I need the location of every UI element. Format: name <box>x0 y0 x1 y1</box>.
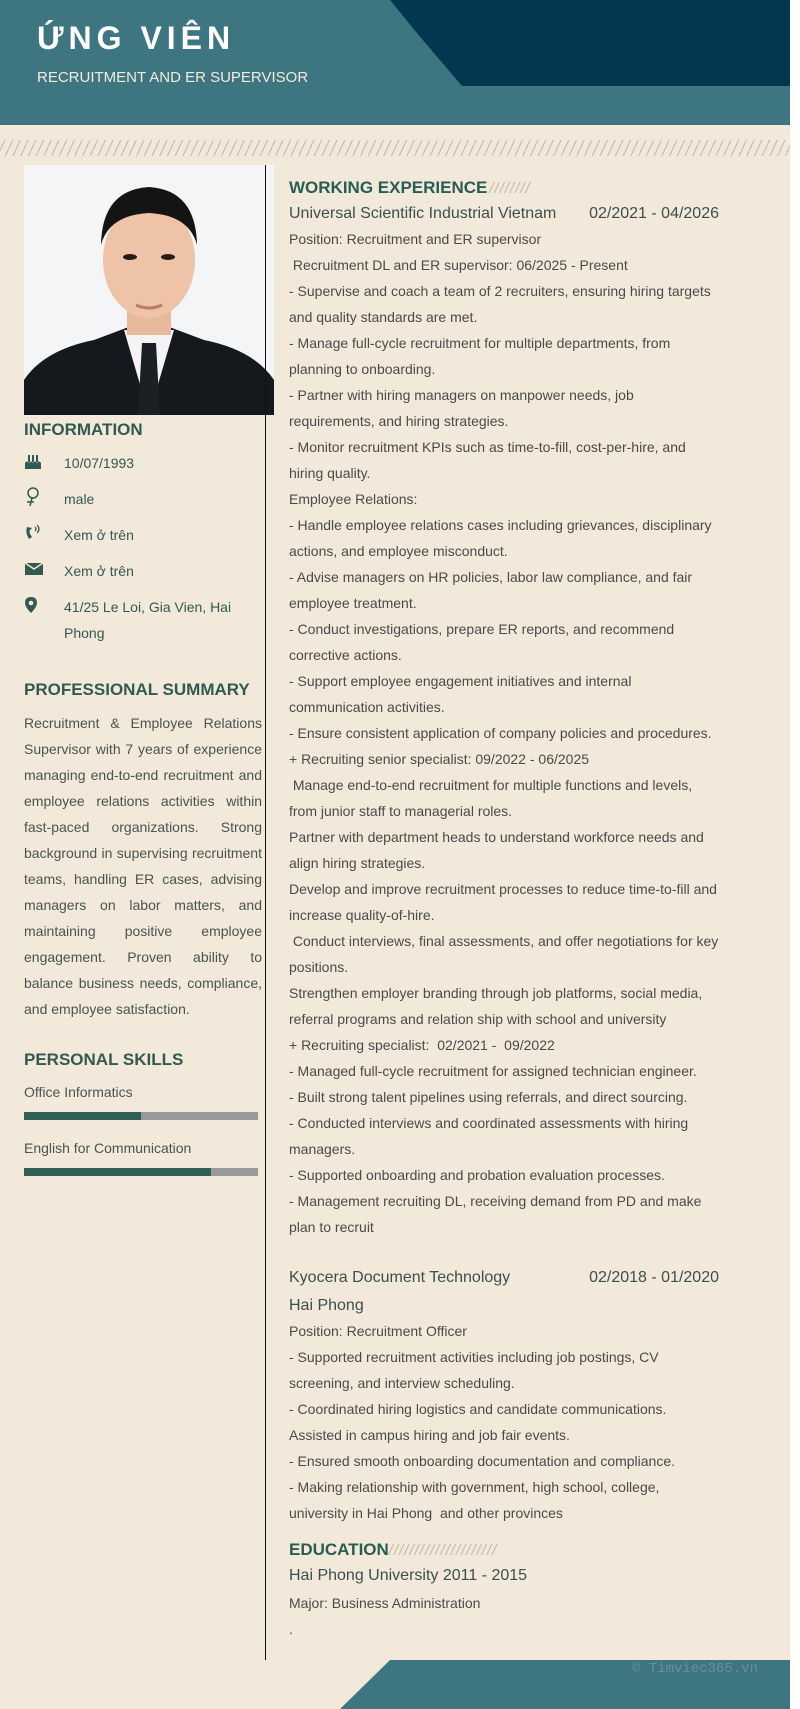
education-school <box>289 1564 719 1588</box>
job-line: - Supervise and coach a team of 2 recruiters, ensuring hiring targets and quality standards are met. <box>289 283 715 325</box>
job-header <box>289 202 719 226</box>
job-line: Recruitment DL and ER supervisor: 06/2025 - Present <box>289 257 628 273</box>
address-value: 41/25 Le Loi, Gia Vien, Hai Phong <box>64 599 232 641</box>
info-gender <box>24 486 262 512</box>
job-location-text: Hai Phong <box>289 1297 364 1314</box>
birthday-value: 10/07/1993 <box>64 455 135 471</box>
experience-heading <box>289 178 719 198</box>
job-line: - Conduct investigations, prepare ER reports, and recommend corrective actions. <box>289 621 679 663</box>
column-divider <box>265 165 266 1660</box>
job-location <box>289 1294 719 1318</box>
birthday-cake-icon <box>24 450 64 472</box>
job-line: - Management recruiting DL, receiving demand from PD and make plan to recruit <box>289 1193 706 1235</box>
education-extra: . <box>289 1621 293 1637</box>
job-line: Position: Recruitment and ER supervisor <box>289 231 542 247</box>
job-line: - Managed full-cycle recruitment for assigned technician engineer. <box>289 1063 697 1079</box>
education-heading <box>289 1540 719 1560</box>
summary-heading: PROFESSIONAL SUMMARY <box>24 680 250 699</box>
job-line: - Built strong talent pipelines using referrals, and direct sourcing. <box>289 1089 688 1105</box>
job-line: - Coordinated hiring logistics and candidate communications. Assisted in campus hiring and job fair events. <box>289 1401 670 1443</box>
skill-name: Office Informatics <box>24 1084 133 1100</box>
job-line: + Recruiting specialist: 02/2021 - 09/2022 <box>289 1037 555 1053</box>
job-line: - Handle employee relations cases including grievances, disciplinary actions, and employee misconduct. <box>289 517 716 559</box>
job-line: Strengthen employer branding through job platforms, social media, referral programs and relation ship with school and university <box>289 985 707 1027</box>
email-icon <box>24 558 64 580</box>
skill-bar-fill <box>24 1168 211 1176</box>
job-line: Manage end-to-end recruitment for multiple functions and levels, from junior staff to managerial roles. <box>289 777 696 819</box>
job-description <box>289 226 723 1240</box>
candidate-name: ỨNG VIÊN <box>37 20 236 56</box>
portrait-photo <box>24 165 274 415</box>
phone-icon <box>24 522 64 544</box>
heading-decoration: ///////////////////// <box>388 1542 498 1559</box>
heading-decoration: //////// <box>489 180 531 197</box>
skills-heading: PERSONAL SKILLS <box>24 1050 184 1069</box>
stripe-divider <box>0 140 790 156</box>
job-line: - Manage full-cycle recruitment for multiple departments, from planning to onboarding. <box>289 335 675 377</box>
gender-value: male <box>64 491 95 507</box>
job-line: + Recruiting senior specialist: 09/2022 - 06/2025 <box>289 751 590 767</box>
job-period: 02/2021 - 04/2026 <box>589 205 719 222</box>
job-line: Conduct interviews, final assessments, and offer negotiations for key positions. <box>289 933 723 975</box>
info-email <box>24 558 262 584</box>
job-line: Develop and improve recruitment processes to reduce time-to-fill and increase quality-of-hire. <box>289 881 721 923</box>
skill-bar-fill <box>24 1112 141 1120</box>
job-line: - Making relationship with government, high school, college, university in Hai Phong and other provinces <box>289 1479 664 1521</box>
email-value: Xem ở trên <box>64 563 134 579</box>
left-column <box>24 420 262 1176</box>
job-line: - Supported onboarding and probation evaluation processes. <box>289 1167 665 1183</box>
job-line: - Supported recruitment activities including job postings, CV screening, and interview scheduling. <box>289 1349 663 1391</box>
information-heading: INFORMATION <box>24 420 143 439</box>
job-header <box>289 1266 719 1290</box>
experience-title: WORKING EXPERIENCE <box>289 178 488 197</box>
job-line: - Support employee engagement initiatives and internal communication activities. <box>289 673 636 715</box>
education-title: EDUCATION <box>289 1540 389 1559</box>
info-address <box>24 594 262 646</box>
copyright-text: © Timviec365.vn <box>632 1661 759 1677</box>
skill-name: English for Communication <box>24 1140 192 1156</box>
job-line: Position: Recruitment Officer <box>289 1323 467 1339</box>
job-line: - Monitor recruitment KPIs such as time-to-fill, cost-per-hire, and hiring quality. <box>289 439 690 481</box>
skill-bar <box>24 1112 258 1120</box>
phone-value: Xem ở trên <box>64 527 134 543</box>
job-line: - Ensure consistent application of company policies and procedures. <box>289 725 712 741</box>
education-major: Major: Business Administration <box>289 1595 481 1611</box>
job-line: - Partner with hiring managers on manpower needs, job requirements, and hiring strategies. <box>289 387 638 429</box>
right-column <box>289 178 723 1642</box>
job-line: - Conducted interviews and coordinated assessments with hiring managers. <box>289 1115 693 1157</box>
job-line: Employee Relations: <box>289 491 418 507</box>
school-name: Hai Phong University 2011 - 2015 <box>289 1567 528 1584</box>
company-name: Universal Scientific Industrial Vietnam <box>289 205 557 222</box>
location-icon <box>24 594 64 616</box>
job-line: - Ensured smooth onboarding documentation and compliance. <box>289 1453 676 1469</box>
gender-icon <box>24 486 64 508</box>
job-line: - Advise managers on HR policies, labor law compliance, and fair employee treatment. <box>289 569 696 611</box>
avatar <box>24 165 274 415</box>
info-birthday <box>24 450 262 476</box>
company-name: Kyocera Document Technology <box>289 1269 511 1286</box>
job-title: RECRUITMENT AND ER SUPERVISOR <box>37 69 309 86</box>
info-phone <box>24 522 262 548</box>
job-line: Partner with department heads to understand workforce needs and align hiring strategies. <box>289 829 708 871</box>
summary-text: Recruitment & Employee Relations Supervisor with 7 years of experience managing end-to-end recruitment and employee relations activities within fast-paced organizations. Strong background in supervising recruitment teams, handling ER cases, advising managers on labor matters, and maintaining positive employee engagement. Proven ability to balance business needs, compliance, and employee satisfaction. <box>24 715 262 1017</box>
job-description <box>289 1318 719 1526</box>
skill-bar <box>24 1168 258 1176</box>
job-period: 02/2018 - 01/2020 <box>589 1269 719 1286</box>
